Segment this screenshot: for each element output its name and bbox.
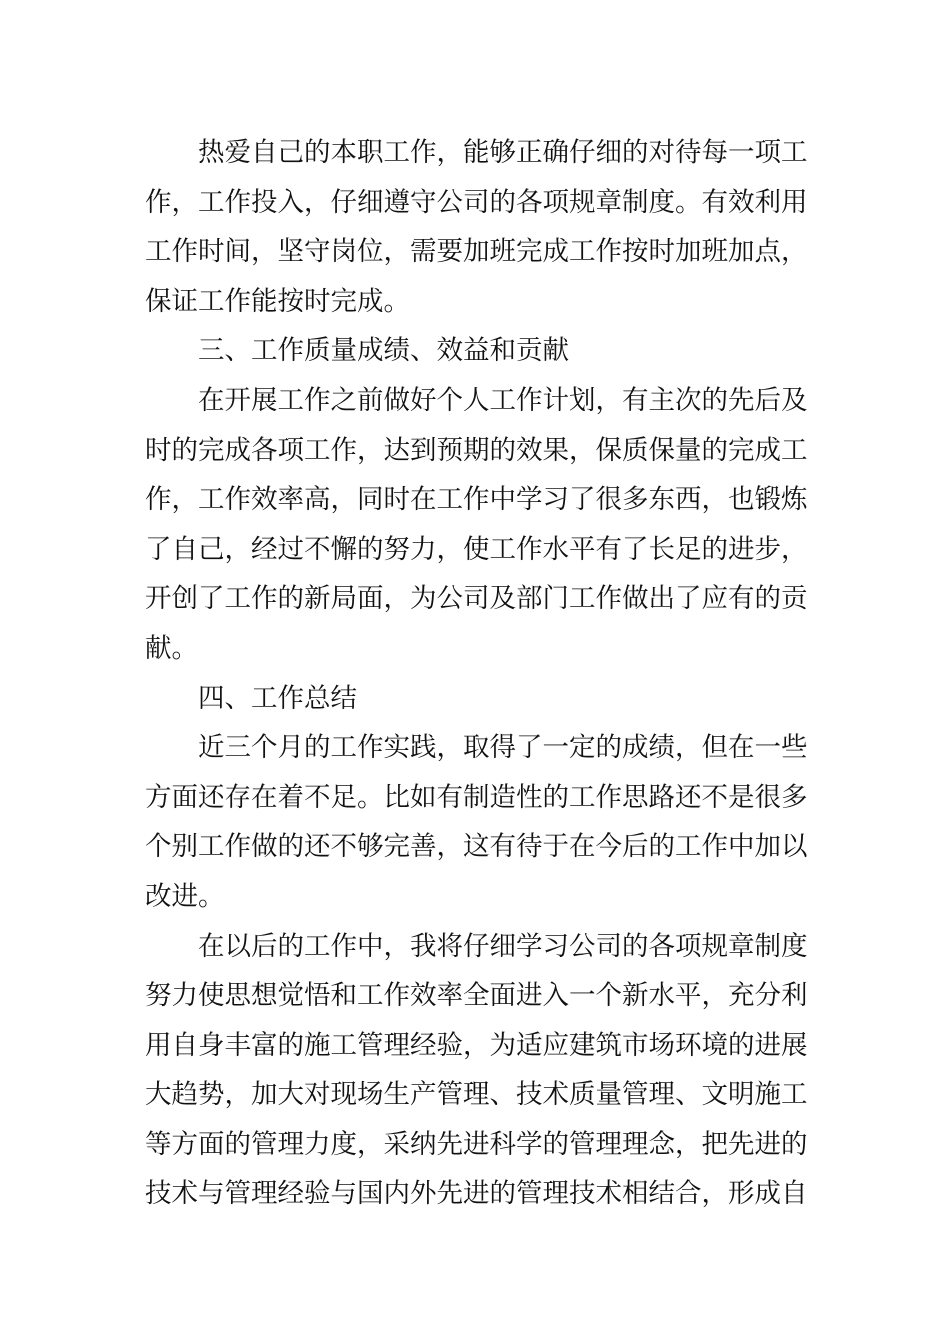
paragraph-line: 开创了工作的新局面，为公司及部门工作做出了应有的贡	[145, 583, 808, 615]
paragraph-line: 技术与管理经验与国内外先进的管理技术相结合，形成自	[145, 1178, 808, 1210]
section-heading: 四、工作总结	[198, 682, 357, 714]
paragraph-line: 大趋势，加大对现场生产管理、技术质量管理、文明施工	[145, 1079, 808, 1111]
paragraph-line: 热爱自己的本职工作，能够正确仔细的对待每一项工	[198, 137, 808, 168]
paragraph-line: 工作时间，坚守岗位，需要加班完成工作按时加班加点，	[145, 236, 808, 268]
paragraph-line: 作，工作投入，仔细遵守公司的各项规章制度。有效利用	[145, 186, 808, 218]
paragraph-line: 时的完成各项工作，达到预期的效果，保质保量的完成工	[145, 434, 808, 466]
paragraph-line: 近三个月的工作实践，取得了一定的成绩，但在一些	[198, 732, 808, 764]
paragraph-line: 努力使思想觉悟和工作效率全面进入一个新水平，充分利	[145, 980, 808, 1012]
paragraph-line: 作，工作效率高，同时在工作中学习了很多东西，也锻炼	[145, 484, 808, 516]
document-body	[145, 128, 807, 1219]
section-heading: 三、工作质量成绩、效益和贡献	[198, 335, 569, 367]
paragraph-line: 保证工作能按时完成。	[145, 285, 410, 317]
paragraph-line: 方面还存在着不足。比如有制造性的工作思路还不是很多	[145, 781, 808, 813]
paragraph-line: 献。	[145, 632, 198, 664]
paragraph-line: 用自身丰富的施工管理经验，为适应建筑市场环境的进展	[145, 1029, 808, 1061]
paragraph-line: 改进。	[145, 880, 225, 912]
paragraph-line: 等方面的管理力度，采纳先进科学的管理理念，把先进的	[145, 1128, 808, 1160]
paragraph-line: 个别工作做的还不够完善，这有待于在今后的工作中加以	[145, 831, 808, 863]
paragraph-line: 了自己，经过不懈的努力，使工作水平有了长足的进步，	[145, 533, 808, 565]
paragraph-line: 在开展工作之前做好个人工作计划，有主次的先后及	[198, 384, 808, 416]
paragraph-line: 在以后的工作中，我将仔细学习公司的各项规章制度	[198, 930, 808, 962]
